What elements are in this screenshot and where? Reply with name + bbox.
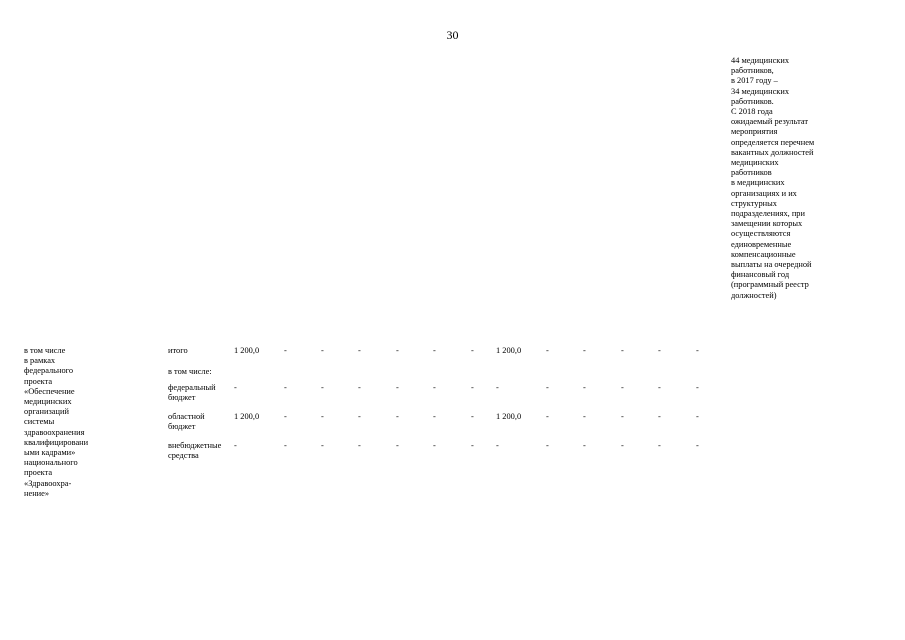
empty-cell: - xyxy=(696,412,699,421)
empty-cell: - xyxy=(358,412,361,421)
empty-cell: - xyxy=(496,441,499,450)
empty-cell: - xyxy=(433,441,436,450)
amount-cell: 1 200,0 xyxy=(496,346,522,355)
project-label: в том числе в рамках федерального проекта «Обеспечение медицинских организаций системы здравоохранения квалифицировани ыми кадрами» национального проекта «Здравоохра- нение» xyxy=(24,346,89,498)
empty-cell: - xyxy=(396,412,399,421)
empty-cell: - xyxy=(546,412,549,421)
empty-cell: - xyxy=(321,383,324,392)
expected-result-note: 44 медицинских работников, в 2017 году – 34 медицинских работников. С 2018 года ожидаемый результат мероприятия определяется перечнем вакантных должностей медицинских работников в медицинских организациях и их структурных подразделениях, при замещении которых осуществляются единовременные компенсационные выплаты на очередной финансовый год (программный реестр должностей) xyxy=(731,56,815,300)
empty-cell: - xyxy=(321,412,324,421)
empty-cell: - xyxy=(471,346,474,355)
empty-cell: - xyxy=(621,441,624,450)
empty-cell: - xyxy=(234,383,237,392)
empty-cell: - xyxy=(696,383,699,392)
empty-cell: - xyxy=(358,346,361,355)
empty-cell: - xyxy=(658,383,661,392)
empty-cell: - xyxy=(234,441,237,450)
empty-cell: - xyxy=(696,441,699,450)
empty-cell: - xyxy=(321,346,324,355)
empty-cell: - xyxy=(658,346,661,355)
funding-source: областной бюджет xyxy=(168,412,205,432)
amount-cell: 1 200,0 xyxy=(234,346,260,355)
empty-cell: - xyxy=(284,346,287,355)
empty-cell: - xyxy=(696,346,699,355)
empty-cell: - xyxy=(284,383,287,392)
empty-cell: - xyxy=(433,383,436,392)
funding-source: федеральный бюджет xyxy=(168,383,216,403)
empty-cell: - xyxy=(658,412,661,421)
empty-cell: - xyxy=(621,346,624,355)
empty-cell: - xyxy=(546,346,549,355)
empty-cell: - xyxy=(621,383,624,392)
empty-cell: - xyxy=(471,441,474,450)
funding-source: итого xyxy=(168,346,188,355)
empty-cell: - xyxy=(583,441,586,450)
amount-cell: 1 200,0 xyxy=(234,412,260,421)
empty-cell: - xyxy=(284,441,287,450)
funding-source: внебюджетные средства xyxy=(168,441,222,461)
empty-cell: - xyxy=(583,412,586,421)
empty-cell: - xyxy=(496,383,499,392)
empty-cell: - xyxy=(433,346,436,355)
empty-cell: - xyxy=(583,346,586,355)
empty-cell: - xyxy=(284,412,287,421)
empty-cell: - xyxy=(471,383,474,392)
empty-cell: - xyxy=(396,346,399,355)
empty-cell: - xyxy=(396,383,399,392)
empty-cell: - xyxy=(546,383,549,392)
empty-cell: - xyxy=(471,412,474,421)
empty-cell: - xyxy=(433,412,436,421)
empty-cell: - xyxy=(358,383,361,392)
empty-cell: - xyxy=(396,441,399,450)
empty-cell: - xyxy=(621,412,624,421)
empty-cell: - xyxy=(546,441,549,450)
empty-cell: - xyxy=(658,441,661,450)
empty-cell: - xyxy=(321,441,324,450)
empty-cell: - xyxy=(583,383,586,392)
funding-source: в том числе: xyxy=(168,367,212,376)
page-number: 30 xyxy=(446,28,459,42)
amount-cell: 1 200,0 xyxy=(496,412,522,421)
empty-cell: - xyxy=(358,441,361,450)
